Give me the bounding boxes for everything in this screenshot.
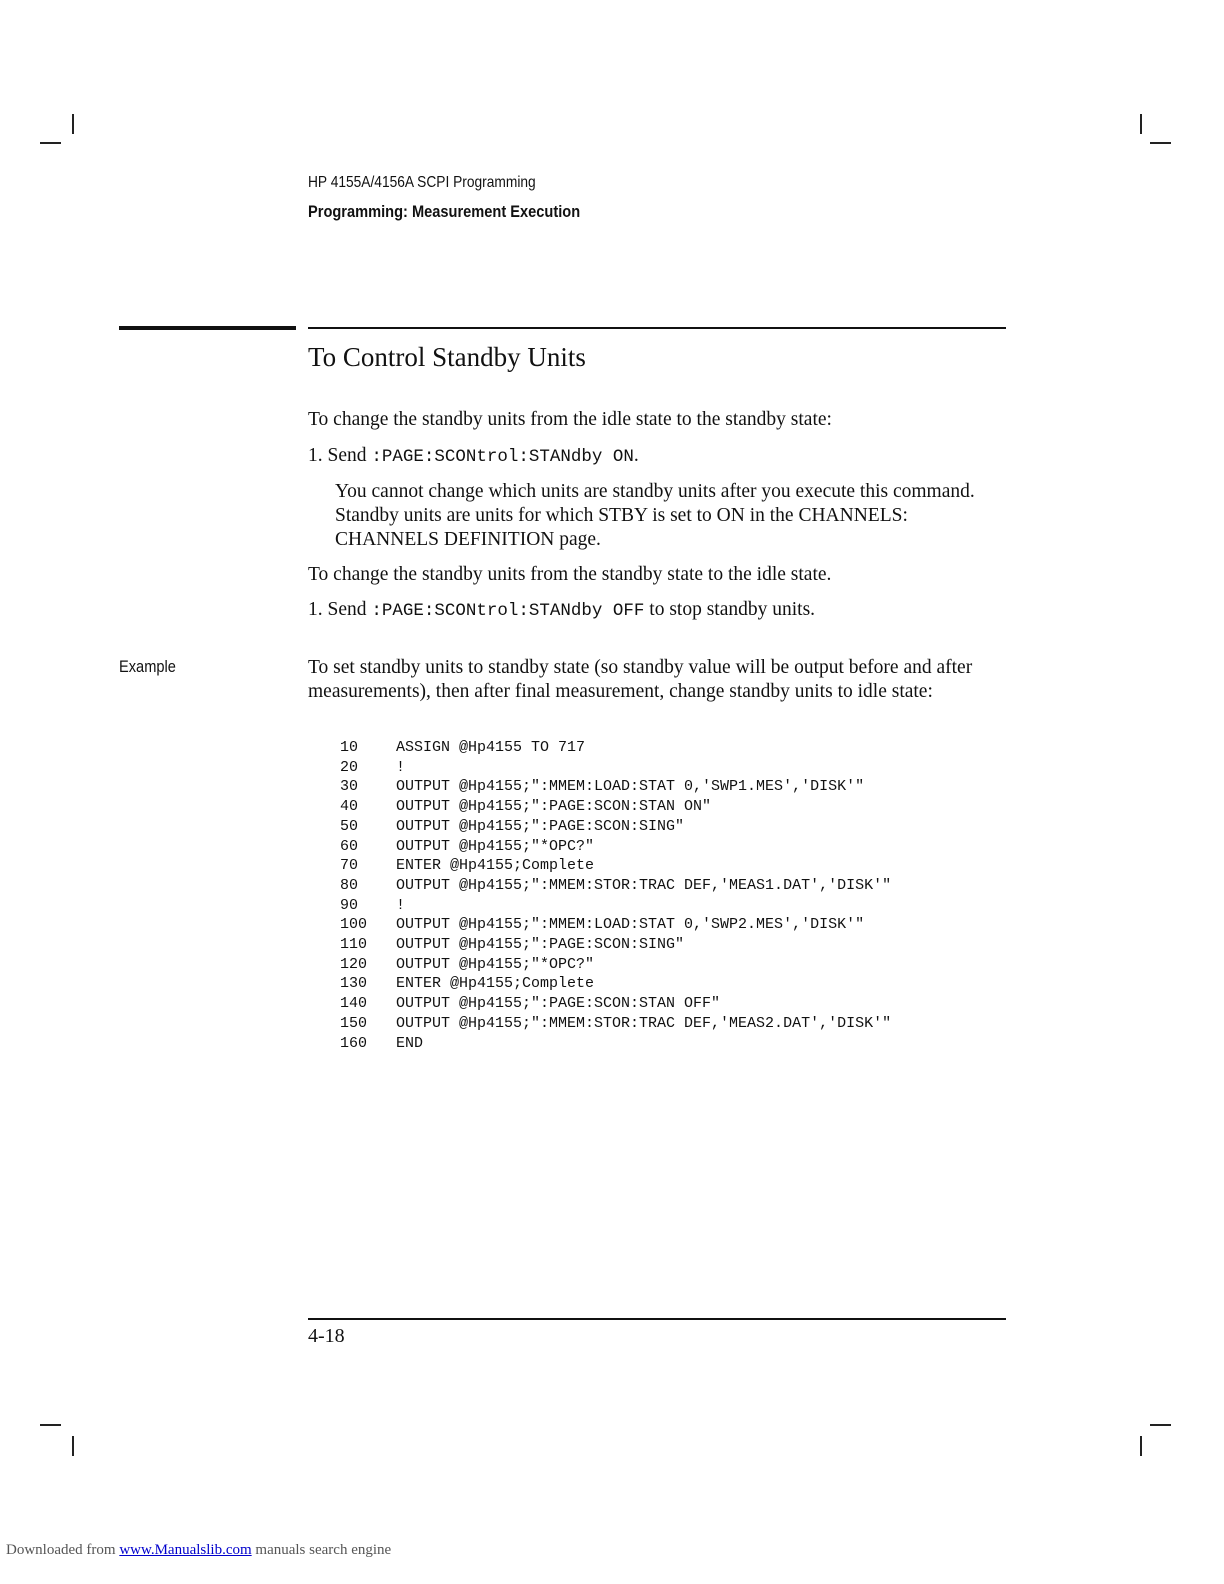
code-line xyxy=(340,777,891,797)
code-line-number: 30 xyxy=(340,778,359,796)
code-line-text: OUTPUT @Hp4155;":PAGE:SCON:STAN ON" xyxy=(396,798,712,816)
code-line xyxy=(340,797,891,817)
code-line-number: 120 xyxy=(340,955,368,973)
code-line-number: 20 xyxy=(340,758,359,776)
code-line xyxy=(340,896,891,916)
crop-mark xyxy=(40,142,61,144)
code-line-number: 130 xyxy=(340,975,368,993)
code-listing xyxy=(340,738,891,1053)
running-header-section: Programming: Measurement Execution xyxy=(308,202,581,221)
code-line xyxy=(340,738,891,758)
code-line-number: 100 xyxy=(340,916,368,934)
code-line-text: OUTPUT @Hp4155;":MMEM:STOR:TRAC DEF,'MEAS2.DAT','DISK'" xyxy=(396,1014,892,1032)
example-paragraph: To set standby units to standby state (so standby value will be output before and after measurements), then after final measurement, change standby units to idle state: xyxy=(308,657,973,702)
code-line-text: OUTPUT @Hp4155;"*OPC?" xyxy=(396,837,595,855)
code-line xyxy=(340,1014,891,1034)
page-title: To Control Standby Units xyxy=(308,342,586,372)
code-line xyxy=(340,837,891,857)
code-line-number: 160 xyxy=(340,1034,368,1052)
code-line-text: OUTPUT @Hp4155;":MMEM:LOAD:STAT 0,'SWP2.MES','DISK'" xyxy=(396,916,865,934)
code-line-number: 40 xyxy=(340,798,359,816)
code-line-number: 90 xyxy=(340,896,359,914)
step-text: Send xyxy=(327,445,372,466)
code-line-text: OUTPUT @Hp4155;":PAGE:SCON:SING" xyxy=(396,817,685,835)
code-line-number: 50 xyxy=(340,817,359,835)
step-number: 1. xyxy=(308,599,323,620)
idle-paragraph: To change the standby units from the standby state to the idle state. xyxy=(308,564,832,585)
command-code: :PAGE:SCONtrol:STANdby OFF xyxy=(371,601,645,621)
code-line-text: OUTPUT @Hp4155;":PAGE:SCON:STAN OFF" xyxy=(396,995,721,1013)
download-footer xyxy=(6,1542,391,1559)
section-rule-thick xyxy=(119,326,296,330)
running-header-title: HP 4155A/4156A SCPI Programming xyxy=(308,174,536,191)
code-line xyxy=(340,955,891,975)
manualslib-link[interactable]: www.Manualslib.com xyxy=(119,1542,252,1558)
step-number: 1. xyxy=(308,445,323,466)
section-rule-thin xyxy=(308,327,1006,329)
code-line xyxy=(340,994,891,1014)
code-line-text: OUTPUT @Hp4155;":PAGE:SCON:SING" xyxy=(396,936,685,954)
code-line xyxy=(340,856,891,876)
code-line xyxy=(340,758,891,778)
code-line-text: ENTER @Hp4155;Complete xyxy=(396,975,595,993)
step-text: Send xyxy=(327,599,372,620)
footer-suffix: manuals search engine xyxy=(251,1542,392,1558)
note-paragraph: You cannot change which units are standby units after you execute this command. Standby units are units for which STBY is set to ON in the CHANNELS: CHANNELS DEFINITION page. xyxy=(335,481,975,550)
code-line-text: ENTER @Hp4155;Complete xyxy=(396,857,595,875)
code-line xyxy=(340,974,891,994)
code-line-number: 80 xyxy=(340,876,359,894)
code-line xyxy=(340,915,891,935)
code-line-number: 10 xyxy=(340,739,359,756)
code-line-text: OUTPUT @Hp4155;":MMEM:LOAD:STAT 0,'SWP1.MES','DISK'" xyxy=(396,778,865,796)
crop-mark xyxy=(1140,1436,1142,1456)
footer-rule xyxy=(308,1318,1006,1320)
code-line xyxy=(340,935,891,955)
step-1-off xyxy=(308,598,1013,623)
crop-mark xyxy=(40,1424,61,1426)
code-line-number: 140 xyxy=(340,995,368,1013)
code-line-number: 70 xyxy=(340,857,359,875)
code-line-text: ASSIGN @Hp4155 TO 717 xyxy=(396,739,586,756)
code-line-text: ! xyxy=(396,896,406,914)
crop-mark xyxy=(1140,114,1142,134)
code-line-text: OUTPUT @Hp4155;"*OPC?" xyxy=(396,955,595,973)
step-text: to stop standby units. xyxy=(644,599,816,620)
footer-prefix: Downloaded from xyxy=(6,1542,120,1558)
example-label: Example xyxy=(119,657,176,676)
code-line xyxy=(340,876,891,896)
crop-mark xyxy=(72,114,74,134)
code-line xyxy=(340,1034,891,1054)
intro-paragraph: To change the standby units from the idle state to the standby state: xyxy=(308,409,832,430)
code-line-text: OUTPUT @Hp4155;":MMEM:STOR:TRAC DEF,'MEAS1.DAT','DISK'" xyxy=(396,876,892,894)
code-line-number: 60 xyxy=(340,837,359,855)
step-text: . xyxy=(633,445,639,466)
page-number: 4-18 xyxy=(308,1325,345,1347)
crop-mark xyxy=(72,1436,74,1456)
code-line-text: END xyxy=(396,1034,424,1052)
crop-mark xyxy=(1150,142,1171,144)
command-code: :PAGE:SCONtrol:STANdby ON xyxy=(371,447,634,467)
code-line xyxy=(340,817,891,837)
code-line-number: 150 xyxy=(340,1014,368,1032)
code-line-text: ! xyxy=(396,758,406,776)
crop-mark xyxy=(1150,1424,1171,1426)
code-line-number: 110 xyxy=(340,936,368,954)
step-1-on xyxy=(308,444,1013,469)
